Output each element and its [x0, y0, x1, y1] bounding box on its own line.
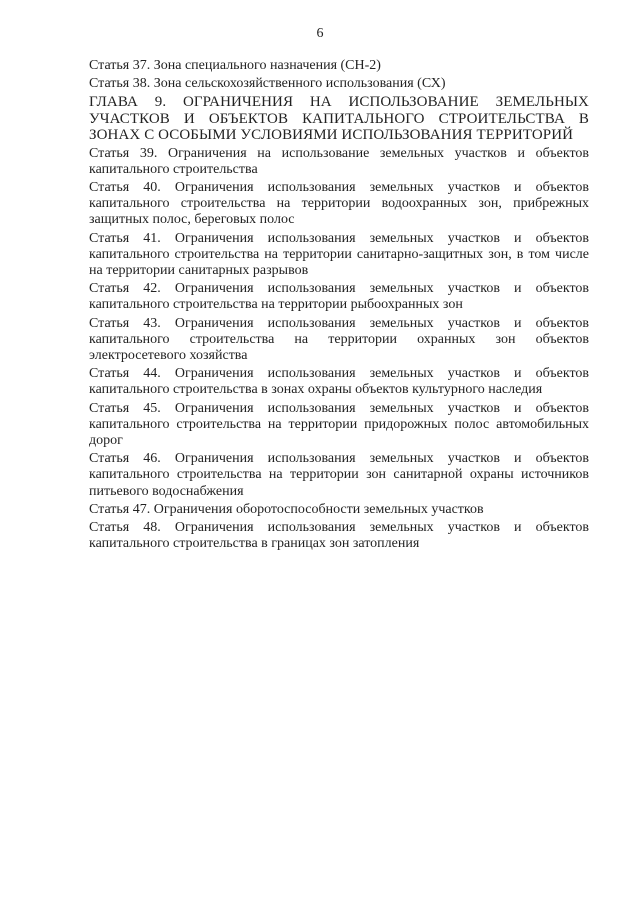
toc-entry-article-48: Статья 48. Ограничения использования земельных участков и объектов капитального строительства в границах зон затопления: [89, 520, 589, 552]
toc-entry-article-42: Статья 42. Ограничения использования земельных участков и объектов капитального строительства на территории рыбоохранных зон: [89, 281, 589, 313]
page-number: 6: [316, 26, 324, 41]
toc-entry-article-45: Статья 45. Ограничения использования земельных участков и объектов капитального строительства на территории придорожных полос автомобильных дорог: [89, 400, 589, 449]
toc-entry-article-46: Статья 46. Ограничения использования земельных участков и объектов капитального строительства на территории зон санитарной охраны источников питьевого водоснабжения: [89, 451, 589, 499]
toc-entry-article-38: Статья 38. Зона сельскохозяйственного использования (СХ): [89, 76, 446, 92]
toc-entry-article-47: Статья 47. Ограничения оборотоспособности земельных участков: [89, 501, 484, 517]
toc-entry-article-40: Статья 40. Ограничения использования земельных участков и объектов капитального строительства на территории водоохранных зон, прибрежных защитных полос, береговых полос: [89, 180, 589, 228]
toc-entry-article-37: Статья 37. Зона специального назначения (СН-2): [89, 58, 381, 73]
toc-entry-article-41: Статья 41. Ограничения использования земельных участков и объектов капитального строительства на территории санитарно-защитных зон, в том числе на территории санитарных разрывов: [89, 230, 589, 279]
toc-entry-article-44: Статья 44. Ограничения использования земельных участков и объектов капитального строительства в зонах охраны объектов культурного наследия: [89, 366, 589, 398]
table-of-contents: [89, 58, 589, 555]
toc-entry-article-39: Статья 39. Ограничения на использование земельных участков и объектов капитального строительства: [89, 145, 589, 177]
toc-chapter-9-heading: ГЛАВА 9. ОГРАНИЧЕНИЯ НА ИСПОЛЬЗОВАНИЕ ЗЕМЕЛЬНЫХ УЧАСТКОВ И ОБЪЕКТОВ КАПИТАЛЬНОГО СТРОИТЕЛЬСТВА В ЗОНАХ С ОСОБЫМИ УСЛОВИЯМИ ИСПОЛЬЗОВАНИЯ ТЕРРИТОРИЙ: [89, 94, 589, 144]
toc-entry-article-43: Статья 43. Ограничения использования земельных участков и объектов капитального строительства на территории охранных зон объектов электросетевого хозяйства: [89, 315, 589, 364]
